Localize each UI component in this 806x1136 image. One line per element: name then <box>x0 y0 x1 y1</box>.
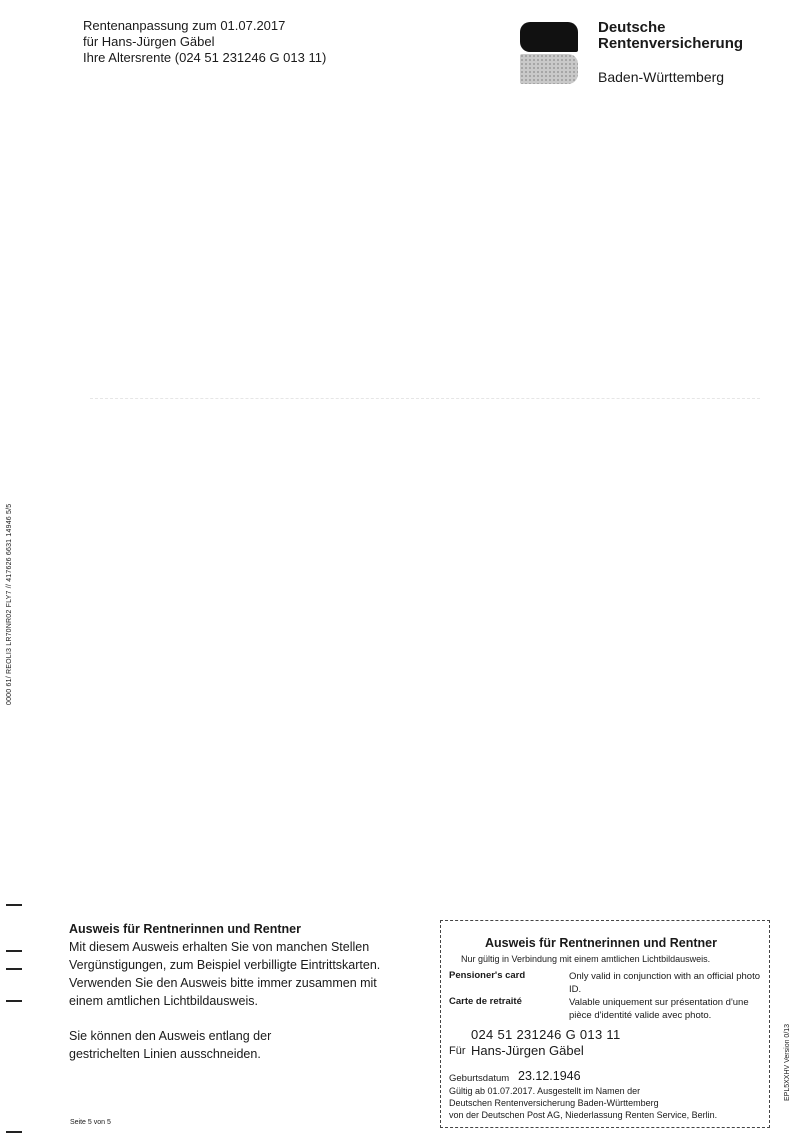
logo-region: Baden-Württemberg <box>598 69 725 85</box>
margin-tick <box>6 950 22 952</box>
side-print-code: 0000 61/ REOLI3 LR70NR02 FLY7 // 417626 6631 14946 5/5 <box>6 503 13 705</box>
logo-name-line2: Rentenversicherung <box>598 35 744 52</box>
card-birth-label: Geburtsdatum <box>449 1073 510 1084</box>
header-subject: Rentenanpassung zum 01.07.2017 <box>83 18 286 33</box>
pensioner-card <box>440 920 770 1128</box>
info-paragraph <box>69 938 419 1010</box>
card-text-english: Only valid in conjunction with an official photo ID. <box>569 971 760 995</box>
drv-logo-icon <box>520 22 578 84</box>
card-footer-line: Deutschen Rentenversicherung Baden-Württemberg <box>449 1098 659 1108</box>
card-text-french: Valable uniquement sur présentation d'une pièce d'identité valide avec photo. <box>569 997 749 1021</box>
card-fuer-label: Für <box>449 1045 466 1057</box>
card-label-french: Carte de retraité <box>449 996 522 1007</box>
logo-name <box>598 20 743 52</box>
margin-tick <box>6 904 22 906</box>
card-insurance-number: 024 51 231246 G 013 11 <box>471 1027 621 1042</box>
info-line: Verwenden Sie den Ausweis bitte immer zusammen mit <box>69 976 377 990</box>
margin-tick <box>6 1000 22 1002</box>
header-pension-ref: Ihre Altersrente (024 51 231246 G 013 11) <box>83 50 327 65</box>
info-line: Mit diesem Ausweis erhalten Sie von manchen Stellen <box>69 940 370 954</box>
info-line: Sie können den Ausweis entlang der <box>69 1029 272 1043</box>
scan-fold-line <box>90 398 760 399</box>
card-title: Ausweis für Rentnerinnen und Rentner <box>485 936 717 950</box>
margin-tick <box>6 1131 22 1133</box>
card-subtitle: Nur gültig in Verbindung mit einem amtlichen Lichtbildausweis. <box>461 954 711 964</box>
margin-tick <box>6 968 22 970</box>
card-footer-line: von der Deutschen Post AG, Niederlassung Renten Service, Berlin. <box>449 1110 718 1120</box>
logo-name-line1: Deutsche <box>598 19 666 36</box>
page-number: Seite 5 von 5 <box>70 1119 111 1126</box>
header-recipient: für Hans-Jürgen Gäbel <box>83 34 215 49</box>
cut-instructions <box>69 1027 419 1063</box>
card-label-english: Pensioner's card <box>449 970 526 981</box>
card-footer-line: Gültig ab 01.07.2017. Ausgestellt im Namen der <box>449 1086 641 1096</box>
info-line: einem amtlichen Lichtbildausweis. <box>69 994 258 1008</box>
info-line: Vergünstigungen, zum Beispiel verbilligte Eintrittskarten. <box>69 958 381 972</box>
version-code: EPL5XXHV Version 0/13 <box>784 1023 791 1101</box>
info-line: gestrichelten Linien ausschneiden. <box>69 1047 261 1061</box>
card-birth-date: 23.12.1946 <box>518 1069 581 1083</box>
card-holder-name: Hans-Jürgen Gäbel <box>471 1043 584 1058</box>
info-title: Ausweis für Rentnerinnen und Rentner <box>69 922 301 936</box>
